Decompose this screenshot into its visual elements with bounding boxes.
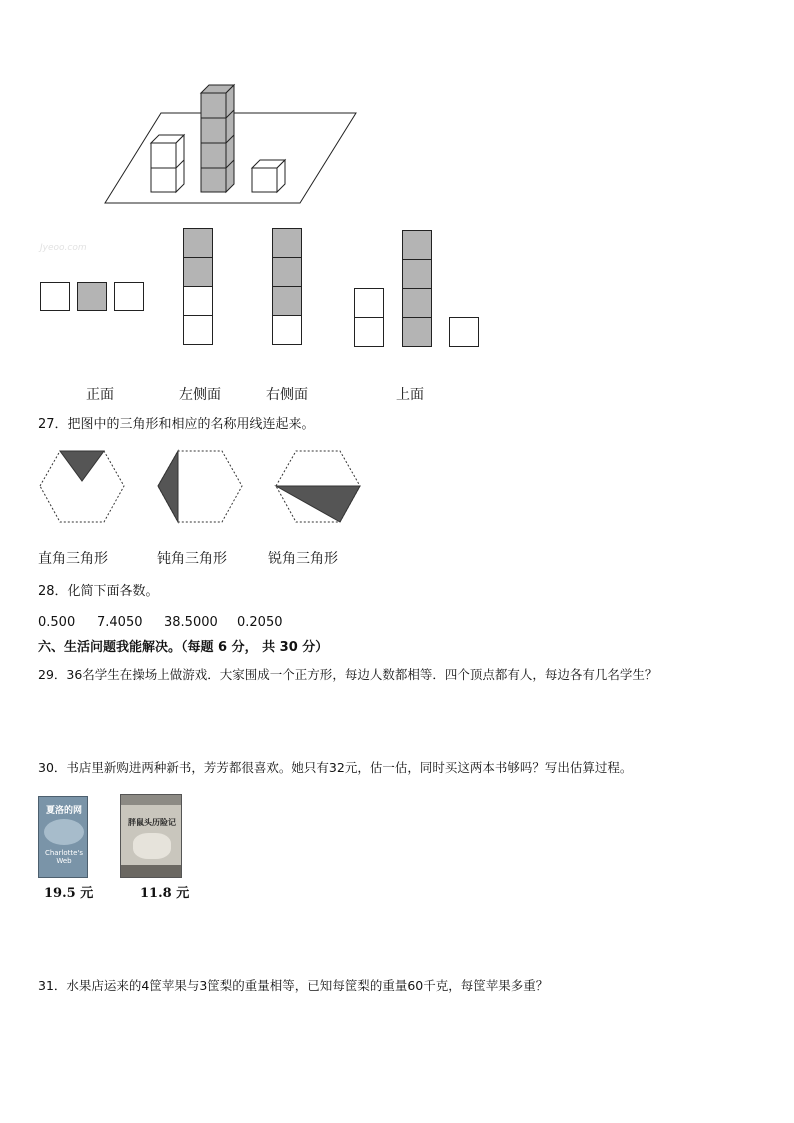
book-cover-charlottes-web xyxy=(38,796,88,878)
watermark: Jyeoo.com xyxy=(40,243,87,253)
book1-price: 19.5 元 xyxy=(44,886,94,901)
book2-title: 胖鼠头历险记 xyxy=(128,818,176,827)
hexagon-obtuse-triangle xyxy=(158,451,242,522)
front-view-cell xyxy=(77,282,107,311)
cube-stack-left xyxy=(151,135,184,192)
cube-stack-middle xyxy=(201,85,234,192)
top-view-cell xyxy=(402,230,432,260)
top-view-label: 上面 xyxy=(396,387,424,403)
q28-number: 0.500 xyxy=(38,615,76,630)
hexagon-acute-triangle xyxy=(276,451,360,522)
right-view-cell xyxy=(272,315,302,345)
front-view-cell xyxy=(114,282,144,311)
book2-top-strip xyxy=(121,795,182,805)
top-view-cell xyxy=(354,288,384,318)
section-heading: 六、生活问题我能解决。（每题 6 分， 共 30 分） xyxy=(38,640,329,655)
q28-prompt: 28．化简下面各数。 xyxy=(38,584,159,599)
q28-number: 0.2050 xyxy=(237,615,283,630)
book1-title: 夏洛的网 xyxy=(45,806,82,816)
q30-prompt: 30．书店里新购进两种新书，芳芳都很喜欢。她只有32元，估一估，同时买这两本书够吗？写出估算过程。 xyxy=(38,760,633,775)
cube-single-right xyxy=(252,160,285,192)
left-view-cell xyxy=(183,257,213,287)
top-view-cell xyxy=(402,317,432,347)
book1-illustration xyxy=(44,819,84,845)
right-view-cell xyxy=(272,257,302,287)
top-view-cell xyxy=(402,259,432,289)
top-view-cell xyxy=(402,288,432,318)
left-view-cell xyxy=(183,315,213,345)
left-view-cell xyxy=(183,286,213,316)
top-view-cell xyxy=(449,317,479,347)
q28-number: 38.5000 xyxy=(164,615,218,630)
top-view-cell xyxy=(354,317,384,347)
book2-price: 11.8 元 xyxy=(140,886,190,901)
front-view-label: 正面 xyxy=(86,387,114,403)
hexagon-figures xyxy=(38,448,368,528)
q27-prompt: 27．把图中的三角形和相应的名称用线连起来。 xyxy=(38,417,315,432)
cube-arrangement-figure xyxy=(100,80,370,210)
name-obtuse-triangle: 钝角三角形 xyxy=(157,551,227,567)
name-right-triangle: 直角三角形 xyxy=(38,551,108,567)
front-view-cell xyxy=(40,282,70,311)
right-view-cell xyxy=(272,286,302,316)
right-view-label: 右侧面 xyxy=(266,387,308,403)
q28-number: 7.4050 xyxy=(97,615,143,630)
book1-subtitle: Charlotte's Web xyxy=(44,849,84,865)
q29-prompt: 29．36名学生在操场上做游戏．大家围成一个正方形，每边人数都相等．四个顶点都有人，每边各有几名学生？ xyxy=(38,667,658,682)
q31-prompt: 31．水果店运来的4筐苹果与3筐梨的重量相等，已知每筐梨的重量60千克，每筐苹果多重？ xyxy=(38,978,549,993)
left-view-cell xyxy=(183,228,213,258)
hexagon-right-triangle xyxy=(40,451,124,522)
book-cover-second xyxy=(120,794,182,878)
name-acute-triangle: 锐角三角形 xyxy=(268,551,338,567)
left-view-label: 左侧面 xyxy=(179,387,221,403)
book2-bottom-strip xyxy=(121,865,182,878)
book2-illustration xyxy=(133,833,171,859)
right-view-cell xyxy=(272,228,302,258)
